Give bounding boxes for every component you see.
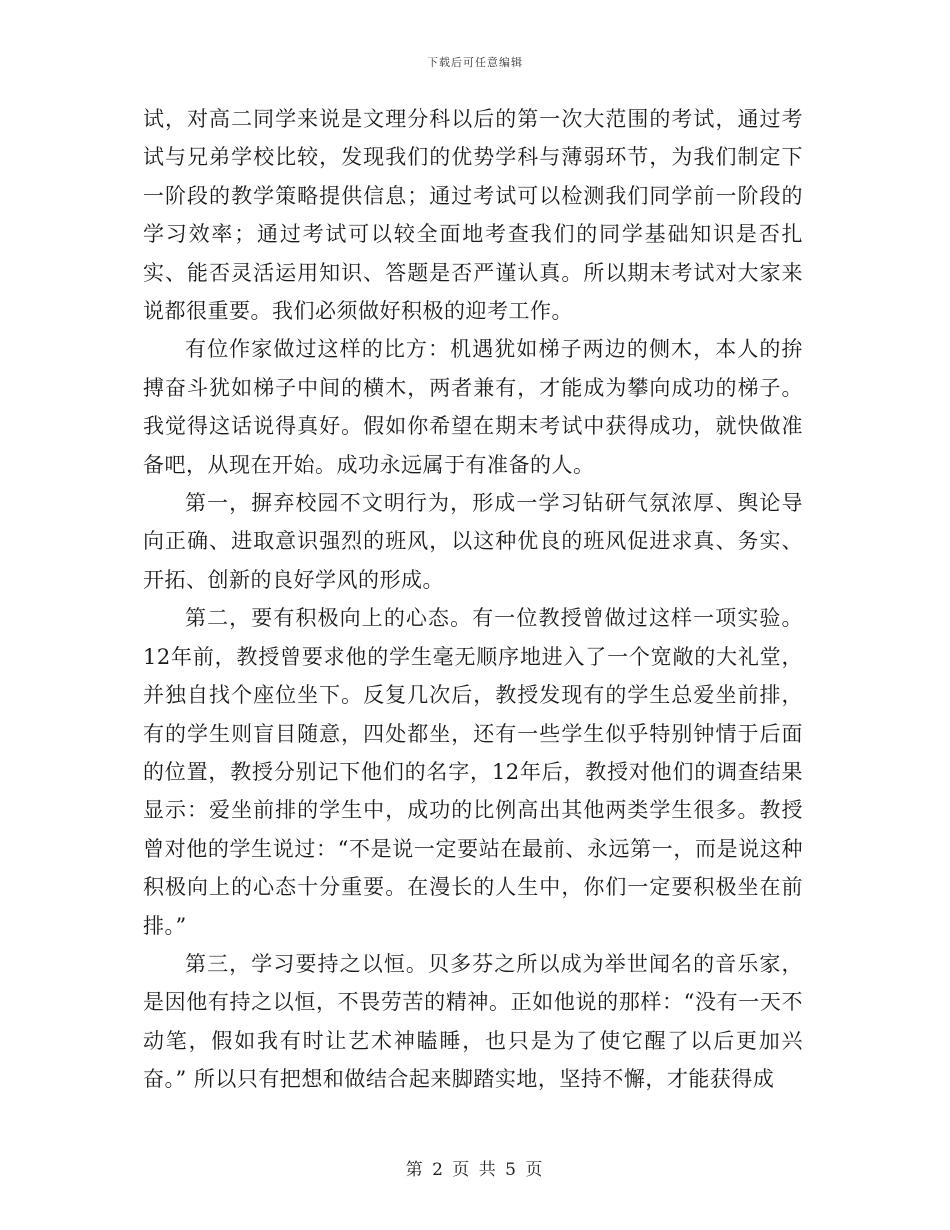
header-note: 下载后可任意编辑 [427,56,523,69]
body-text [143,100,803,1099]
paragraph-4: 第二，要有积极向上的心态。有一位教授曾做过这样一项实验。12年前，教授曾要求他的学生毫无顺序地进入了一个宽敞的大礼堂，并独自找个座位坐下。反复几次后，教授发现有的学生总爱坐前排，有的学生则盲目随意，四处都坐，还有一些学生似乎特别钟情于后面的位置，教授分别记下他们的名字，12年后，教授对他们的调查结果显示：爱坐前排的学生中，成功的比例高出其他两类学生很多。教授曾对他的学生说过：“不是说一定要站在最前、永远第一，而是说这种积极向上的心态十分重要。在漫长的人生中，你们一定要积极坐在前排。” [143,606,803,938]
paragraph-1: 试，对高二同学来说是文理分科以后的第一次大范围的考试，通过考试与兄弟学校比较，发现我们的优势学科与薄弱环节，为我们制定下一阶段的教学策略提供信息；通过考试可以检测我们同学前一阶段的学习效率；通过考试可以较全面地考查我们的同学基础知识是否扎实、能否灵活运用知识、答题是否严谨认真。所以期末考试对大家来说都很重要。我们必须做好积极的迎考工作。 [143,107,803,324]
paragraph-3: 第一，摒弃校园不文明行为，形成一学习钻研气氛浓厚、舆论导向正确、进取意识强烈的班风，以这种优良的班风促进求真、务实、开拓、创新的良好学风的形成。 [143,491,803,592]
paragraph-5: 第三，学习要持之以恒。贝多芬之所以成为举世闻名的音乐家，是因他有持之以恒，不畏劳苦的精神。正如他说的那样：“没有一天不动笔，假如我有时让艺术神瞌睡，也只是为了使它醒了以后更加兴奋。” 所以只有把想和做结合起来脚踏实地，坚持不懈，才能获得成 [143,951,803,1092]
page-number: 第 2 页 共 5 页 [405,1160,545,1180]
paragraph-2: 有位作家做过这样的比方：机遇犹如梯子两边的侧木，本人的拚搏奋斗犹如梯子中间的横木，两者兼有，才能成为攀向成功的梯子。我觉得这话说得真好。假如你希望在期末考试中获得成功，就快做准备吧，从现在开始。成功永远属于有准备的人。 [143,337,803,477]
